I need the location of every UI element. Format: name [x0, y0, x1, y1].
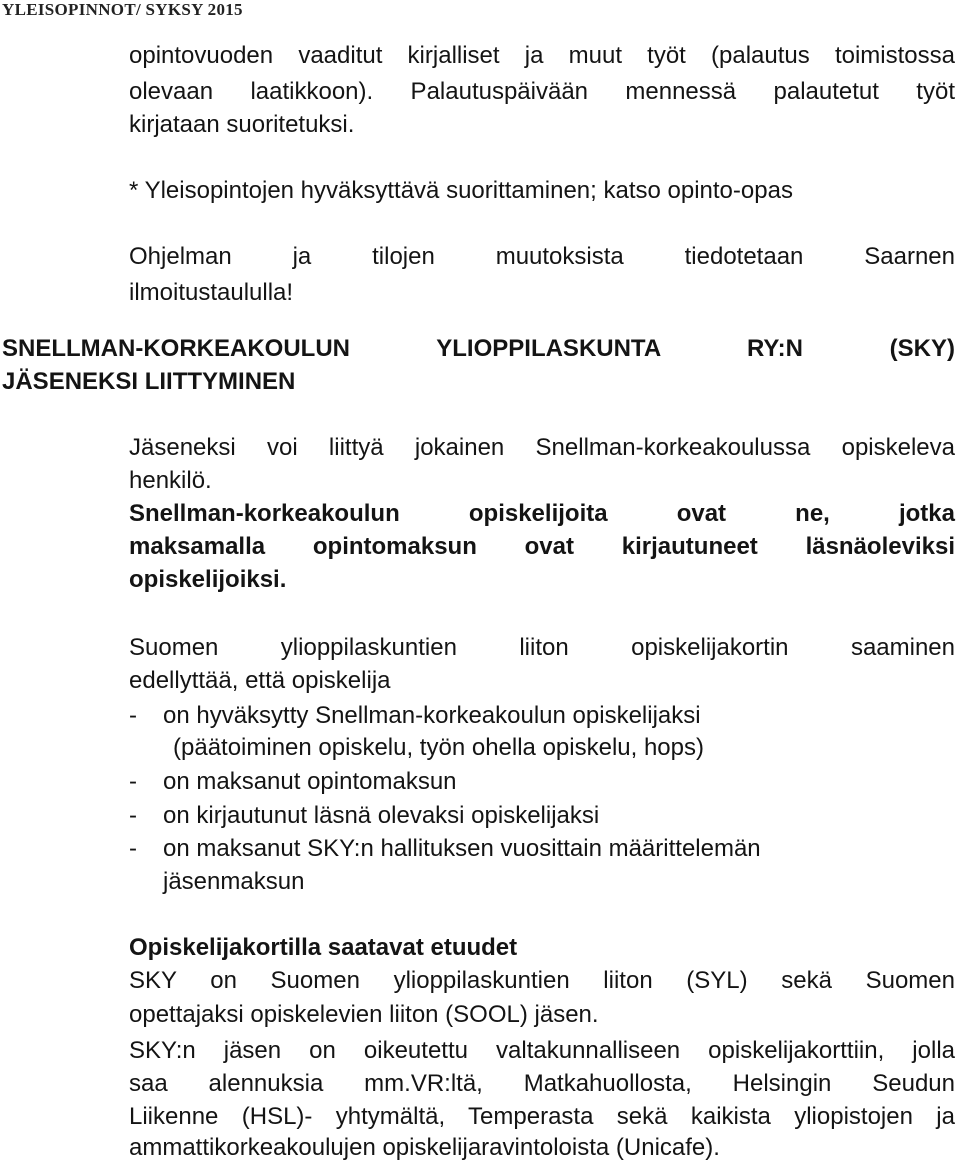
list-dash: - — [129, 835, 137, 862]
para5-line1: Suomen ylioppilaskuntien liiton opiskelijakortin saaminen — [129, 634, 955, 661]
para7-line2: saa alennuksia mm.VR:ltä, Matkahuollosta, Helsingin Seudun — [129, 1070, 955, 1097]
para2-line1: Ohjelman ja tilojen muutoksista tiedotetaan Saarnen — [129, 243, 955, 270]
para7-line3: Liikenne (HSL)- yhtymältä, Temperasta sekä kaikista yliopistojen ja — [129, 1103, 955, 1130]
list-item-1-sub: (päätoiminen opiskelu, työn ohella opiskelu, hops) — [173, 734, 704, 761]
note-line: * Yleisopintojen hyväksyttävä suorittaminen; katso opinto-opas — [129, 177, 793, 204]
list-item-4: on maksanut SKY:n hallituksen vuosittain määrittelemän — [163, 835, 761, 862]
section-heading-line2: JÄSENEKSI LIITTYMINEN — [2, 368, 296, 395]
list-dash: - — [129, 702, 137, 729]
list-dash: - — [129, 802, 137, 829]
para7-line1: SKY:n jäsen on oikeutettu valtakunnalliseen opiskelijakorttiin, jolla — [129, 1037, 955, 1064]
para7-line4: ammattikorkeakoulujen opiskelijaravintoloista (Unicafe). — [129, 1134, 720, 1161]
list-item-2: on maksanut opintomaksun — [163, 768, 457, 795]
para6-line2: opettajaksi opiskelevien liiton (SOOL) jäsen. — [129, 1001, 599, 1028]
list-item-4-cont: jäsenmaksun — [163, 868, 305, 895]
para3-line1: Jäseneksi voi liittyä jokainen Snellman-korkeakoulussa opiskeleva — [129, 434, 955, 461]
para1-line1: opintovuoden vaaditut kirjalliset ja muut työt (palautus toimistossa — [129, 42, 955, 69]
para2-line2: ilmoitustaululla! — [129, 279, 294, 306]
para6-line1: SKY on Suomen ylioppilaskuntien liiton (SYL) sekä Suomen — [129, 967, 955, 994]
para5-line2: edellyttää, että opiskelija — [129, 667, 391, 694]
list-item-1: on hyväksytty Snellman-korkeakoulun opiskelijaksi — [163, 702, 701, 729]
subheading: Opiskelijakortilla saatavat etuudet — [129, 934, 518, 961]
para4-line1: Snellman-korkeakoulun opiskelijoita ovat ne, jotka — [129, 500, 955, 527]
page-header: YLEISOPINNOT/ SYKSY 2015 — [2, 0, 243, 19]
list-dash: - — [129, 768, 137, 795]
para1-line2: olevaan laatikkoon). Palautuspäivään mennessä palautetut työt — [129, 78, 955, 105]
para1-line3: kirjataan suoritetuksi. — [129, 111, 355, 138]
para3-line2: henkilö. — [129, 467, 212, 494]
section-heading-line1: SNELLMAN-KORKEAKOULUN YLIOPPILASKUNTA RY:N (SKY) — [2, 335, 955, 362]
para4-line3: opiskelijoiksi. — [129, 566, 287, 593]
para4-line2: maksamalla opintomaksun ovat kirjautuneet läsnäoleviksi — [129, 533, 955, 560]
list-item-3: on kirjautunut läsnä olevaksi opiskelijaksi — [163, 802, 600, 829]
